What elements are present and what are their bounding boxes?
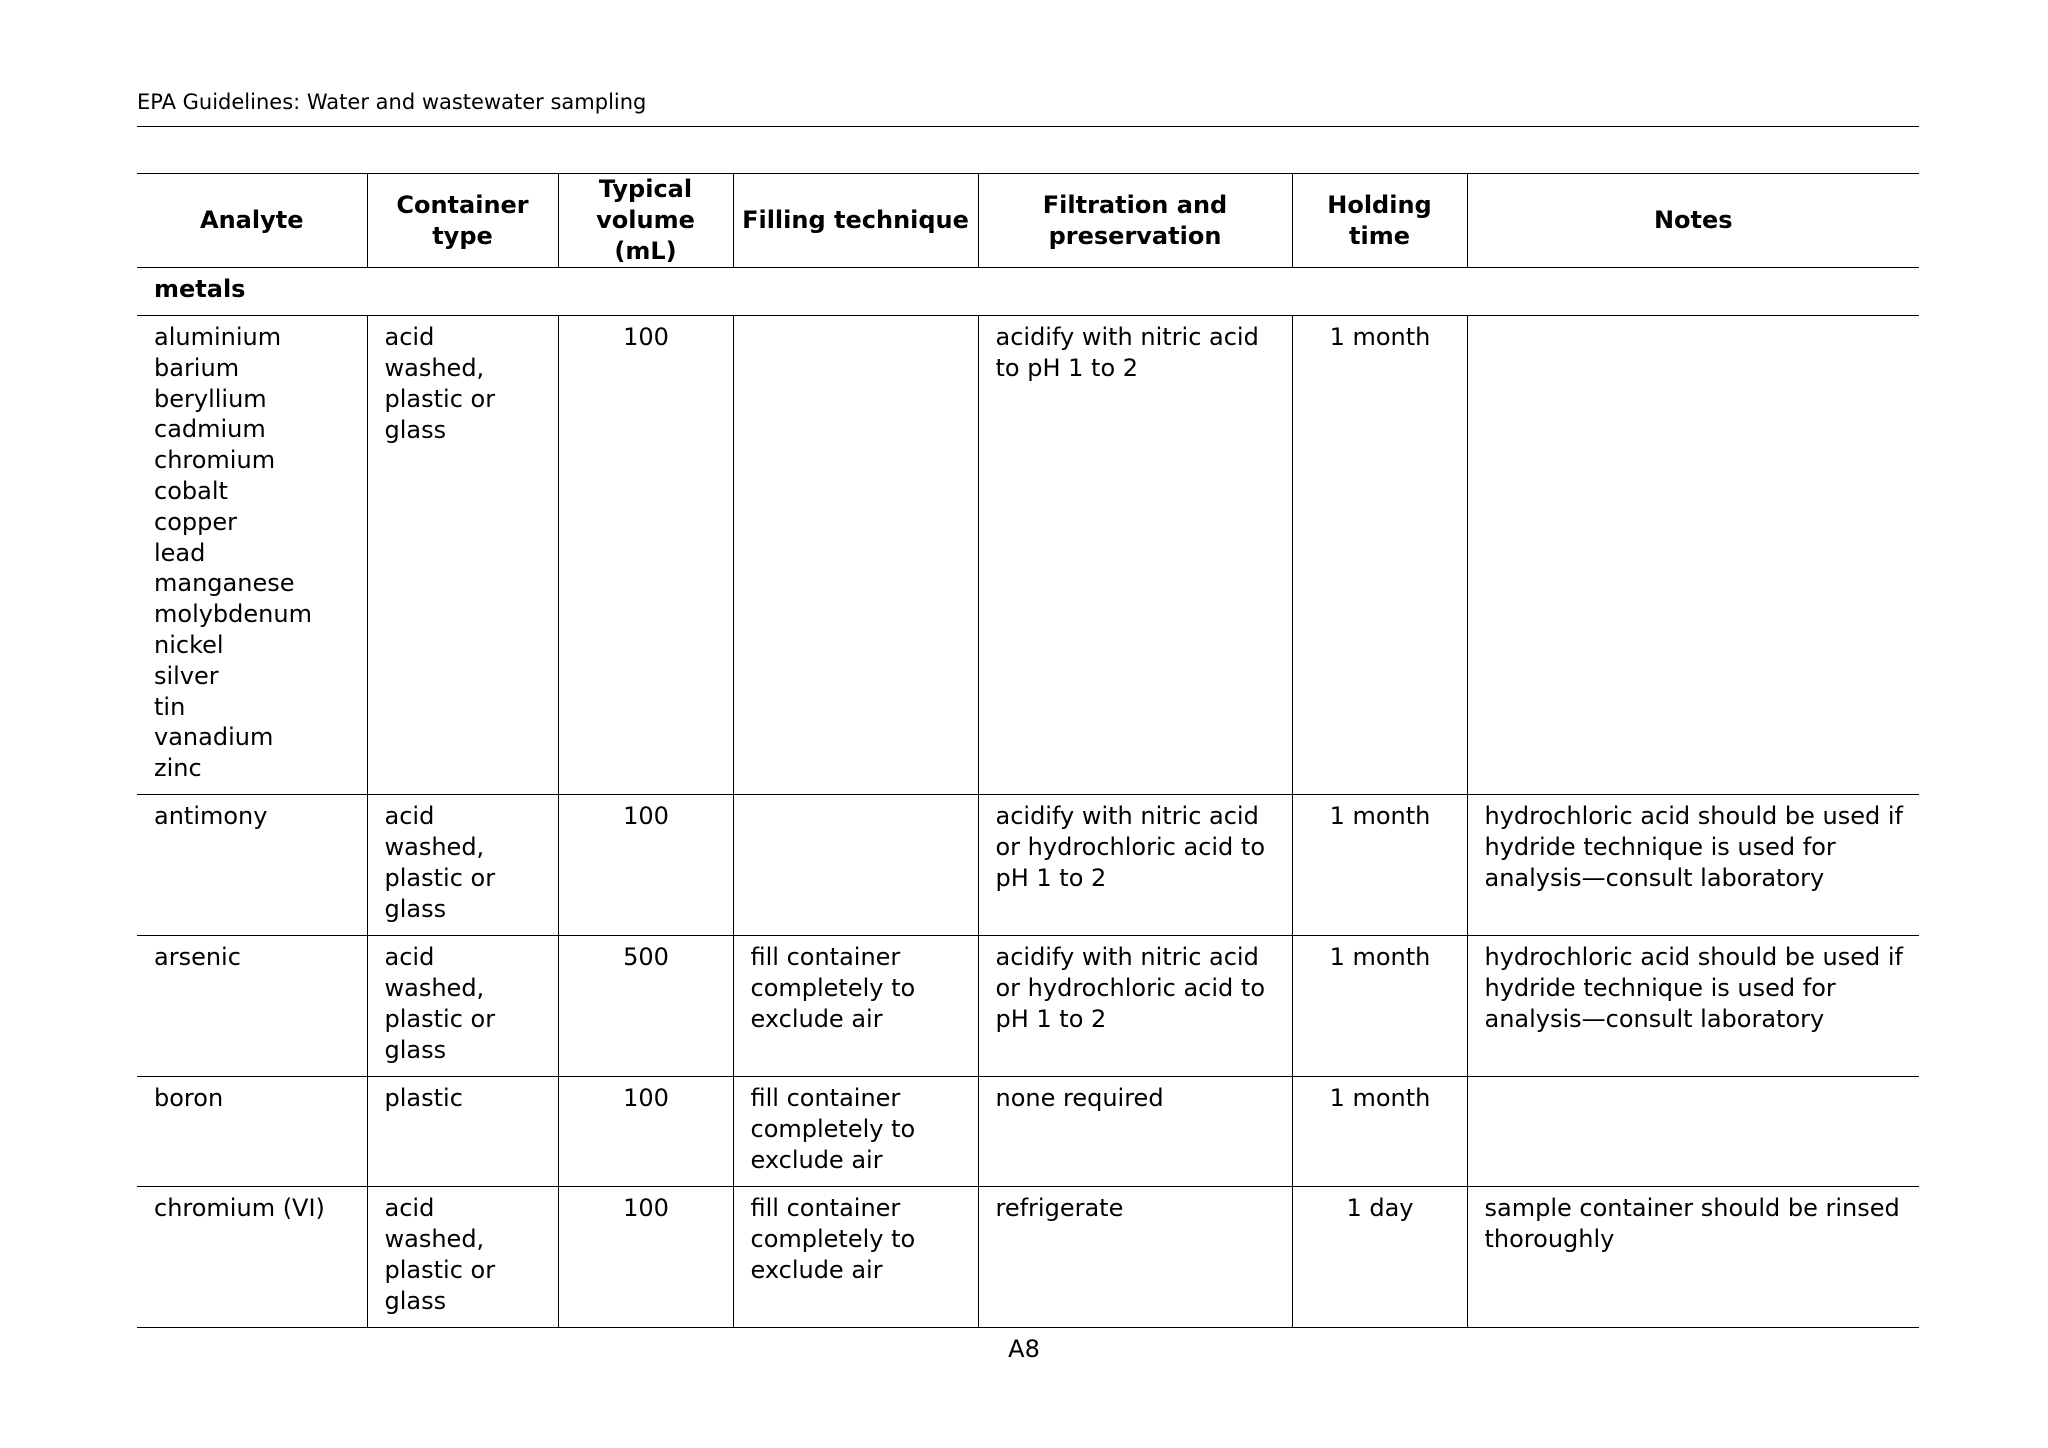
- analyte-name: molybdenum: [154, 600, 312, 629]
- column-header-typical-volume: Typical volume (mL): [558, 174, 733, 268]
- analyte-cell: antimony: [137, 794, 367, 935]
- analyte-cell: [137, 316, 367, 795]
- analyte-name: tin: [154, 692, 186, 721]
- analyte-name: cadmium: [154, 415, 266, 444]
- container-type-cell: plastic: [367, 1076, 558, 1186]
- analyte-cell: arsenic: [137, 935, 367, 1076]
- volume-cell: 100: [558, 794, 733, 935]
- volume-cell: 100: [558, 1186, 733, 1327]
- table-row: [137, 316, 1919, 795]
- analyte-name: manganese: [154, 569, 295, 598]
- column-header-container-type: Container type: [367, 174, 558, 268]
- preservation-cell: none required: [978, 1076, 1292, 1186]
- filling-technique-cell: [733, 316, 978, 795]
- column-header-filtration-preservation: Filtration and preservation: [978, 174, 1292, 268]
- column-header-notes: Notes: [1467, 174, 1919, 268]
- preservation-cell: acidify with nitric acid or hydrochloric acid to pH 1 to 2: [978, 794, 1292, 935]
- header-row: [137, 174, 1919, 268]
- table-row: [137, 1186, 1919, 1327]
- analyte-name: copper: [154, 507, 237, 536]
- volume-cell: 100: [558, 1076, 733, 1186]
- filling-technique-cell: fill container completely to exclude air: [733, 935, 978, 1076]
- container-type-cell: acid washed, plastic or glass: [367, 935, 558, 1076]
- analyte-cell: chromium (VI): [137, 1186, 367, 1327]
- analyte-name: nickel: [154, 630, 224, 659]
- analyte-name: barium: [154, 353, 240, 382]
- analyte-cell: boron: [137, 1076, 367, 1186]
- table-row: [137, 935, 1919, 1076]
- notes-cell: [1467, 1076, 1919, 1186]
- filling-technique-cell: [733, 794, 978, 935]
- analyte-name: vanadium: [154, 723, 274, 752]
- analyte-name: chromium: [154, 446, 276, 475]
- page-number: A8: [1008, 1335, 1040, 1363]
- column-header-holding-time: Holding time: [1292, 174, 1467, 268]
- column-header-filling-technique: Filling technique: [733, 174, 978, 268]
- section-row: [137, 268, 1919, 316]
- analyte-name: lead: [154, 538, 206, 567]
- notes-cell: hydrochloric acid should be used if hydride technique is used for analysis—consult laboratory: [1467, 935, 1919, 1076]
- analyte-name: silver: [154, 661, 219, 690]
- table-row: [137, 1076, 1919, 1186]
- notes-cell: hydrochloric acid should be used if hydride technique is used for analysis—consult laboratory: [1467, 794, 1919, 935]
- sampling-table: [137, 173, 1919, 1328]
- notes-cell: sample container should be rinsed thoroughly: [1467, 1186, 1919, 1327]
- container-type-cell: acid washed, plastic or glass: [367, 1186, 558, 1327]
- notes-cell: [1467, 316, 1919, 795]
- document-title: EPA Guidelines: Water and wastewater sampling: [137, 90, 647, 114]
- table-row: [137, 794, 1919, 935]
- running-header: [137, 88, 1919, 127]
- analyte-name: cobalt: [154, 476, 228, 505]
- preservation-cell: acidify with nitric acid to pH 1 to 2: [978, 316, 1292, 795]
- section-label: metals: [137, 268, 1919, 316]
- analyte-name: zinc: [154, 754, 202, 783]
- volume-cell: 100: [558, 316, 733, 795]
- preservation-cell: refrigerate: [978, 1186, 1292, 1327]
- analyte-name: beryllium: [154, 384, 267, 413]
- preservation-cell: acidify with nitric acid or hydrochloric acid to pH 1 to 2: [978, 935, 1292, 1076]
- holding-time-cell: 1 month: [1292, 794, 1467, 935]
- holding-time-cell: 1 month: [1292, 316, 1467, 795]
- container-type-cell: acid washed, plastic or glass: [367, 794, 558, 935]
- filling-technique-cell: fill container completely to exclude air: [733, 1186, 978, 1327]
- holding-time-cell: 1 month: [1292, 935, 1467, 1076]
- volume-cell: 500: [558, 935, 733, 1076]
- analyte-name: aluminium: [154, 323, 282, 351]
- holding-time-cell: 1 month: [1292, 1076, 1467, 1186]
- filling-technique-cell: fill container completely to exclude air: [733, 1076, 978, 1186]
- holding-time-cell: 1 day: [1292, 1186, 1467, 1327]
- column-header-analyte: Analyte: [137, 174, 367, 268]
- container-type-cell: acid washed, plastic or glass: [367, 316, 558, 795]
